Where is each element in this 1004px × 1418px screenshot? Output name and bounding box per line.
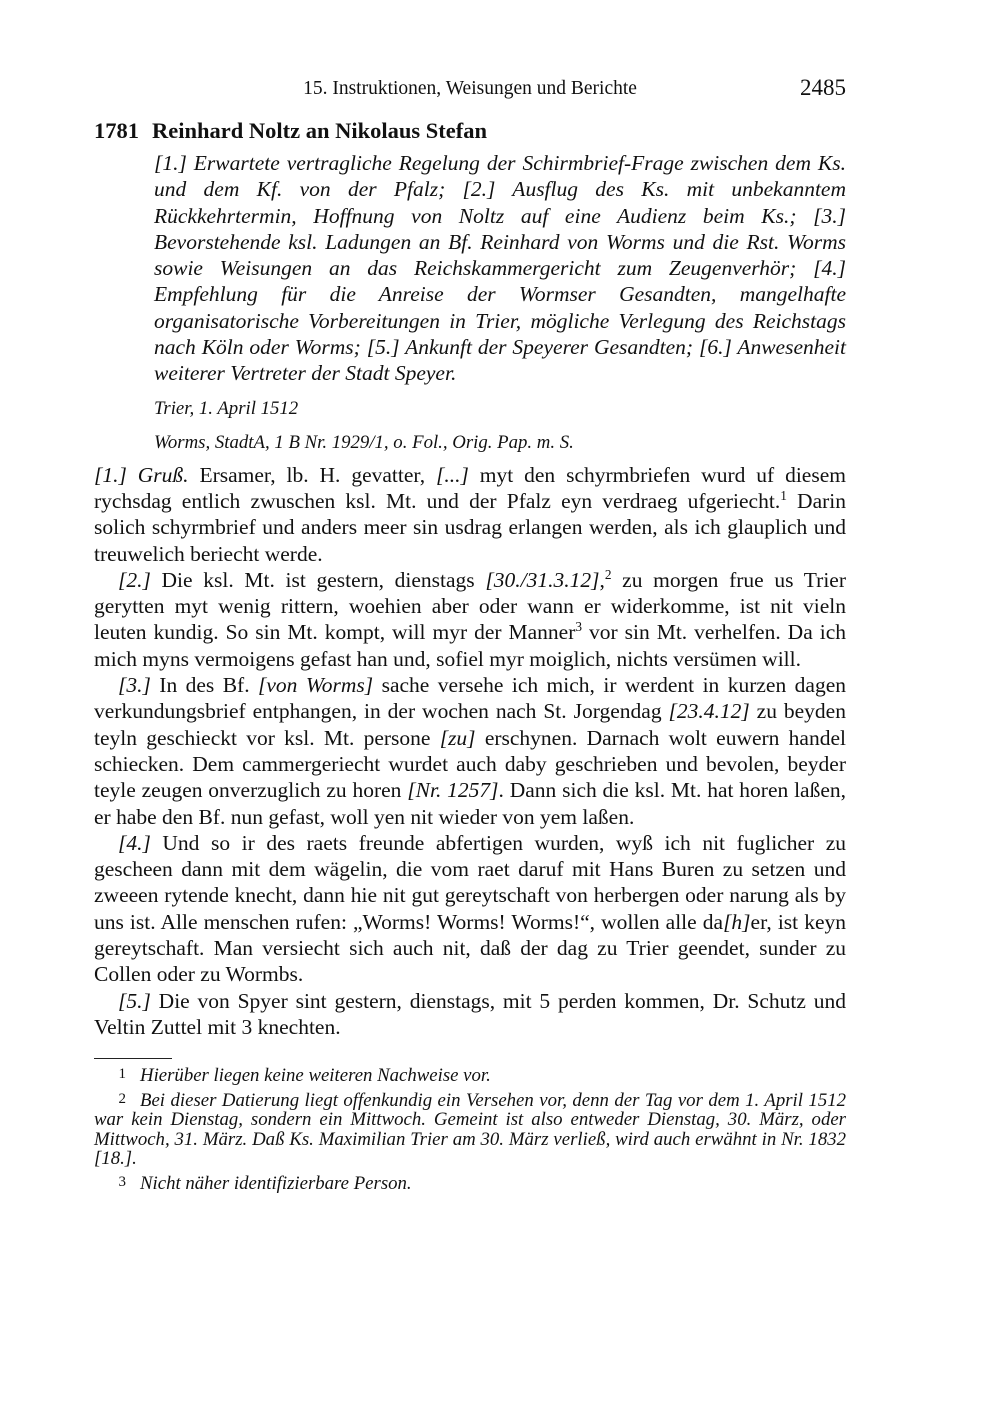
page-number: 2485 — [800, 75, 846, 100]
footnote-1 — [94, 1065, 846, 1086]
footnote-divider — [94, 1058, 172, 1059]
editorial-insertion: [zu] — [439, 725, 476, 750]
footnote-number: 3 — [118, 1173, 126, 1190]
page — [94, 72, 846, 1197]
text-run: . Dann sich die ksl. Mt. hat horen laßen, er habe den Bf. nun gefast, woll yen nit wieder von yem laßen. — [94, 778, 847, 829]
footnote-text: Nicht näher identifizierbare Person. — [140, 1172, 412, 1194]
section-marker: [4.] — [118, 830, 151, 855]
section-marker: [2.] — [118, 567, 151, 592]
text-run: Die ksl. Mt. ist gestern, dienstags — [150, 567, 486, 592]
text-run: zu beyden teyln geschieckt vor ksl. Mt. persone — [94, 699, 846, 750]
text-run: Und so ir des raets freunde abfertigen wurden, wyß ich nit fuglicher zu gescheen dann mit dem wägelin, die vom raet daruf mit Hans Buren zu setzen und zweeen rytende knecht, dann hie nit gut gereytschaft von herbergen oder narung als by uns ist. Alle menschen rufen: „Worms! Worms! Worms!“, wollen alle da — [94, 830, 846, 934]
running-header — [94, 72, 846, 108]
editorial-date: [23.4.12] — [668, 699, 750, 724]
text-run: erschynen. Darnach wolt euwern handel schiecken. Dem cammergeriecht wurdet auch daby geschrieben und bevolen, beyder teyle zeugen onverzuglich zu horen — [94, 725, 846, 803]
footnote-ref[interactable]: 3 — [575, 619, 583, 635]
text-run: Ersamer, lb. H. gevatter, — [188, 462, 436, 487]
document-date: Trier, 1. April 1512 — [154, 397, 299, 419]
document-number: 1781 — [94, 118, 139, 143]
text-run: , — [599, 567, 605, 592]
text-run: Darin solich schyrmbrief und anders meer sin usdrag erlangen werden, als ich glauplich und treuwelich beriecht werde. — [94, 488, 847, 566]
editorial-insertion: [h] — [723, 909, 751, 934]
section-marker: [1.] Gruß. — [94, 462, 189, 487]
cross-reference[interactable]: [Nr. 1257] — [407, 778, 499, 803]
paragraph-5 — [94, 988, 846, 1041]
document-source: Worms, StadtA, 1 B Nr. 1929/1, o. Fol., Orig. Pap. m. S. — [154, 431, 574, 453]
text-run: In des Bf. — [150, 673, 259, 698]
paragraph-2 — [94, 567, 846, 672]
footnote-3 — [94, 1173, 846, 1194]
text-run: myt den schyrmbriefen wurd uf diesem rychsdag entlich zwuschen ksl. Mt. und der Pfalz eyn verdraeg ufgeriecht. — [94, 462, 846, 513]
text-run: sache versehe ich mich, ir werdent in kurzen dagen verkundungsbrief entphangen, in der wochen nach St. Jorgendag — [94, 673, 846, 724]
text-run: er, ist keyn gereytschaft. Man versiecht sich auch nit, daß der dag zu Trier geendet, sunder zu Collen oder zu Wormbs. — [94, 909, 847, 987]
document-title: Reinhard Noltz an Nikolaus Stefan — [152, 118, 488, 143]
omission-marker: [...] — [436, 462, 469, 487]
editorial-date: [30./31.3.12] — [485, 567, 600, 592]
footnotes — [94, 1065, 846, 1193]
regest: [1.] Erwartete vertragliche Regelung der Schirmbrief-Frage zwischen dem Ks. und dem Kf. von der Pfalz; [2.] Ausflug des Ks. mit unbekanntem Rückkehrtermin, Hoffnung von Noltz auf eine Audienz beim Ks.; [3.] Bevorstehende ksl. Ladungen an Bf. Reinhard von Worms und die Rst. Worms sowie Weisungen an das Reichskammergericht zum Zeugenverhör; [4.] Empfehlung für die Anreise der Wormser Gesandten, mangelhafte organisatorische Vorbereitungen in Trier, mögliche Verlegung des Reichstags nach Köln oder Worms; [5.] Ankunft der Speyerer Gesandten; [6.] Anwesenheit weiterer Vertreter der Stadt Speyer. — [154, 151, 846, 386]
footnote-text: Hierüber liegen keine weiteren Nachweise vor. — [140, 1065, 491, 1087]
footnote-ref[interactable]: 1 — [780, 487, 787, 503]
footnote-number: 2 — [118, 1090, 126, 1107]
footnote-ref[interactable]: 2 — [604, 566, 612, 582]
footnote-text: Bei dieser Datierung liegt offenkundig ein Versehen vor, denn der Tag vor dem 1. April 1512 war kein Dienstag, sondern ein Mittwoch. Gemeint ist also entweder Dienstag, 30. März, oder Mittwoch, 31. März. Daß Ks. Maximilian Trier am 30. März verließ, wird auch erwähnt in Nr. 1832 [18.]. — [94, 1089, 846, 1170]
paragraph-1 — [94, 462, 846, 567]
text-run: Die von Spyer sint gestern, dienstags, mit 5 perden kommen, Dr. Schutz und Veltin Zuttel mit 3 knechten. — [94, 988, 846, 1039]
section-marker: [5.] — [118, 988, 151, 1013]
text-run: vor sin Mt. verhelfen. Da ich mich myns vermoigens gefast han und, sofiel myr moiglich, nichts versümen will. — [94, 620, 846, 671]
paragraph-3 — [94, 672, 846, 830]
document-body — [94, 462, 846, 1041]
footnote-number: 1 — [118, 1066, 126, 1083]
document-heading — [94, 116, 846, 146]
text-run: zu morgen frue us Trier gerytten myt wenig rittern, woehien aber oder wann er widerkomme, ist nit vieln leuten kundig. So sin Mt. kompt, will myr der Manner — [94, 567, 847, 645]
editorial-insertion: [von Worms] — [258, 673, 374, 698]
section-marker: [3.] — [118, 673, 151, 698]
running-title: 15. Instruktionen, Weisungen und Berichte — [303, 78, 637, 99]
footnote-2 — [94, 1090, 846, 1169]
paragraph-4 — [94, 830, 846, 988]
